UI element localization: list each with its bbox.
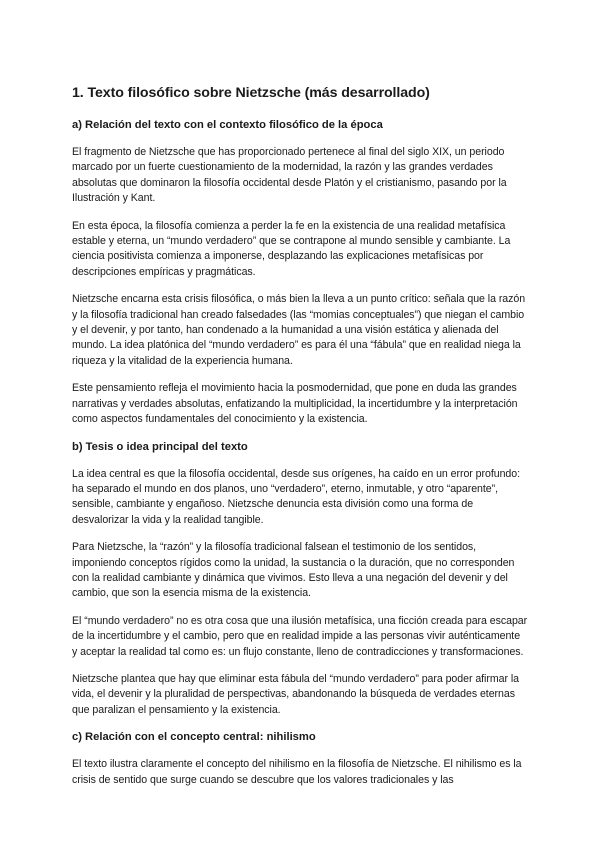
paragraph: Nietzsche encarna esta crisis filosófica, o más bien la lleva a un punto crítico: señala que la razón y la filosofía tradicional han creado falsedades (las “momias conceptuales”) que niegan el cambio y el devenir, y por tanto, han condenado a la humanidad a una visión estática y alienada del mundo. La idea platónica del “mundo verdadero” es para él una “fábula” que en realidad niega la riqueza y la vitalidad de la experiencia humana. [72, 293, 526, 367]
paragraph: El fragmento de Nietzsche que has proporcionado pertenece al final del siglo XIX, un periodo marcado por un fuerte cuestionamiento de la modernidad, la razón y las grandes verdades absolutas que dominaron la filosofía occidental desde Platón y el cristianismo, pasando por la Ilustración y Kant. [72, 146, 507, 205]
paragraph: En esta época, la filosofía comienza a perder la fe en la existencia de una realidad metafísica estable y eterna, un “mundo verdadero” que se contrapone al mundo sensible y cambiante. La ciencia positivista comienza a imponerse, desplazando las explicaciones metafísicas por descripciones empíricas y pragmáticas. [72, 219, 511, 278]
document-title: 1. Texto filosófico sobre Nietzsche (más desarrollado) [72, 85, 430, 101]
paragraph: El “mundo verdadero” no es otra cosa que una ilusión metafísica, una ficción creada para escapar de la incertidumbre y el cambio, pero que en realidad impide a las personas vivir auténticamente y aceptar la realidad tal como es: un flujo constante, lleno de contradicciones y transformaciones. [72, 614, 528, 658]
section-thesis [72, 440, 528, 719]
paragraph: Nietzsche plantea que hay que eliminar esta fábula del “mundo verdadero” para poder afirmar la vida, el devenir y la pluralidad de perspectivas, abandonando la búsqueda de verdades eternas que paralizan el pensamiento y la existencia. [72, 672, 519, 716]
document-page [72, 84, 528, 800]
paragraph: Para Nietzsche, la “razón” y la filosofía tradicional falsean el testimonio de los sentidos, imponiendo conceptos rígidos como la unidad, la sustancia o la duración, que no corresponden con la realidad cambiante y dinámica que vivimos. Esto lleva a una negación del devenir y del cambio, que son la esencia misma de la existencia. [72, 541, 515, 600]
paragraph: La idea central es que la filosofía occidental, desde sus orígenes, ha caído en un error profundo: ha separado el mundo en dos planos, uno “verdadero”, eterno, inmutable, y otro “aparente”, sensible, cambiante y engañoso. Nietzsche denuncia esta división como una forma de desvalorizar la vida y la realidad tangible. [72, 467, 520, 526]
section-heading-thesis: b) Tesis o idea principal del texto [72, 440, 248, 453]
paragraph: Este pensamiento refleja el movimiento hacia la posmodernidad, que pone en duda las grandes narrativas y verdades absolutas, enfatizando la multiplicidad, la incertidumbre y la interpretación como aspectos fundamentales del conocimiento y la existencia. [72, 382, 518, 426]
section-nihilism [72, 730, 528, 788]
section-heading-nihilism: c) Relación con el concepto central: nihilismo [72, 731, 316, 744]
section-heading-context: a) Relación del texto con el contexto filosófico de la época [72, 119, 383, 131]
section-context [72, 118, 528, 428]
paragraph: El texto ilustra claramente el concepto del nihilismo en la filosofía de Nietzsche. El nihilismo es la crisis de sentido que surge cuando se descubre que los valores tradicionales y las [72, 758, 522, 786]
